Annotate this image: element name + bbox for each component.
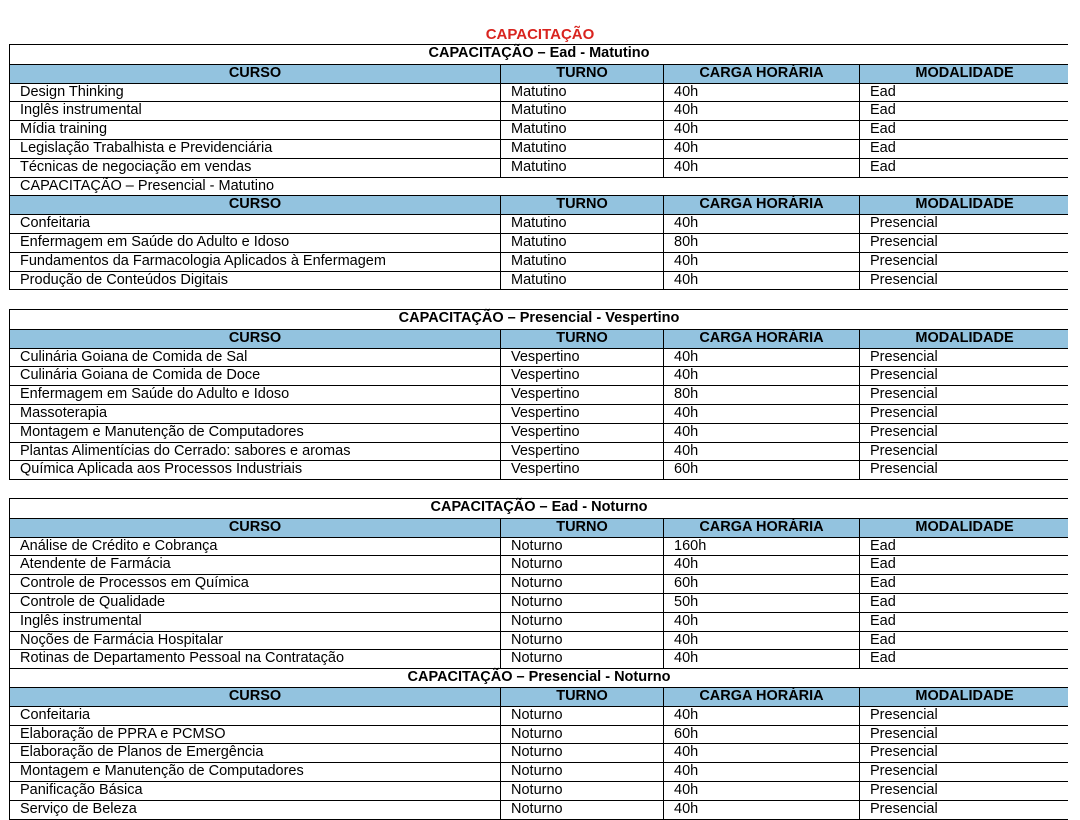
cell-carga: 40h: [663, 121, 859, 139]
cell-modalidade: Presencial: [859, 424, 1069, 442]
cell-modalidade: Ead: [859, 556, 1069, 574]
table-row: [10, 442, 1068, 461]
cell-curso: Técnicas de negociação em vendas: [20, 158, 252, 175]
cell-modalidade: Ead: [859, 632, 1069, 650]
table-title: CAPACITAÇÃO – Presencial - Vespertino: [398, 310, 680, 326]
cell-curso: Controle de Processos em Química: [20, 575, 249, 592]
cell-modalidade: Ead: [859, 650, 1069, 668]
cell-turno: Vespertino: [500, 443, 663, 461]
cell-modalidade: Ead: [859, 538, 1069, 556]
cell-modalidade: Ead: [859, 594, 1069, 612]
header-turno: TURNO: [500, 519, 663, 537]
cell-curso: Culinária Goiana de Comida de Doce: [20, 367, 261, 384]
table-row: [10, 631, 1068, 650]
cell-carga: 40h: [663, 782, 859, 800]
cell-carga: 40h: [663, 102, 859, 120]
table-row: [10, 385, 1068, 404]
cell-turno: Vespertino: [500, 405, 663, 423]
cell-modalidade: Presencial: [859, 234, 1069, 252]
cell-turno: Noturno: [500, 726, 663, 744]
cell-turno: Vespertino: [500, 386, 663, 404]
table-row: [10, 706, 1068, 725]
table-row: [10, 214, 1068, 233]
table-row: [10, 233, 1068, 252]
table-row: [10, 781, 1068, 800]
table-row: [10, 800, 1068, 819]
cell-curso: Enfermagem em Saúde do Adulto e Idoso: [20, 233, 290, 250]
header-curso: CURSO: [228, 518, 282, 535]
cell-curso: Inglês instrumental: [20, 102, 142, 119]
cell-modalidade: Ead: [859, 121, 1069, 139]
table-row: [10, 83, 1068, 102]
table-row: [10, 460, 1068, 479]
table-row: [10, 120, 1068, 139]
cell-turno: Noturno: [500, 575, 663, 593]
header-modalidade: MODALIDADE: [859, 688, 1069, 706]
cell-carga: 40h: [663, 443, 859, 461]
cell-carga: 40h: [663, 763, 859, 781]
cell-carga: 40h: [663, 405, 859, 423]
cell-turno: Noturno: [500, 613, 663, 631]
cell-curso: Análise de Crédito e Cobrança: [20, 537, 218, 554]
header-modalidade: MODALIDADE: [859, 196, 1069, 214]
cell-modalidade: Presencial: [859, 272, 1069, 290]
table-row: [10, 252, 1068, 271]
table-row: [10, 593, 1068, 612]
cell-turno: Matutino: [500, 215, 663, 233]
table-row: [10, 366, 1068, 385]
cell-modalidade: Presencial: [859, 801, 1069, 819]
cell-curso: Controle de Qualidade: [20, 593, 166, 610]
cell-modalidade: Presencial: [859, 386, 1069, 404]
table-row: [10, 348, 1068, 367]
cell-modalidade: Presencial: [859, 367, 1069, 385]
cell-turno: Noturno: [500, 782, 663, 800]
cell-carga: 40h: [663, 650, 859, 668]
cell-modalidade: Presencial: [859, 349, 1069, 367]
cell-turno: Noturno: [500, 556, 663, 574]
cell-curso: Plantas Alimentícias do Cerrado: sabores e aromas: [20, 442, 351, 459]
cell-turno: Matutino: [500, 159, 663, 177]
header-modalidade: MODALIDADE: [859, 65, 1069, 83]
cell-carga: 40h: [663, 159, 859, 177]
cell-modalidade: Presencial: [859, 782, 1069, 800]
cell-modalidade: Presencial: [859, 707, 1069, 725]
cell-modalidade: Presencial: [859, 253, 1069, 271]
cell-turno: Matutino: [500, 253, 663, 271]
cell-modalidade: Ead: [859, 140, 1069, 158]
cell-curso: Inglês instrumental: [20, 612, 142, 629]
header-carga: CARGA HORÁRIA: [663, 519, 859, 537]
cell-carga: 40h: [663, 424, 859, 442]
header-curso: CURSO: [228, 196, 282, 213]
cell-curso: Rotinas de Departamento Pessoal na Contratação: [20, 650, 345, 667]
cell-curso: Montagem e Manutenção de Computadores: [20, 423, 304, 440]
table-row: [10, 725, 1068, 744]
cell-turno: Noturno: [500, 707, 663, 725]
cell-turno: Noturno: [500, 763, 663, 781]
cell-carga: 60h: [663, 461, 859, 479]
cell-curso: Enfermagem em Saúde do Adulto e Idoso: [20, 386, 290, 403]
cell-modalidade: Ead: [859, 102, 1069, 120]
table-row: [10, 612, 1068, 631]
cell-curso: Química Aplicada aos Processos Industriais: [20, 461, 303, 478]
cell-curso: Culinária Goiana de Comida de Sal: [20, 348, 248, 365]
header-turno: TURNO: [500, 330, 663, 348]
cell-modalidade: Ead: [859, 613, 1069, 631]
cell-curso: Serviço de Beleza: [20, 800, 137, 817]
cell-curso: Confeitaria: [20, 215, 91, 232]
cell-carga: 40h: [663, 744, 859, 762]
table-header-row: [10, 518, 1068, 537]
cell-modalidade: Presencial: [859, 744, 1069, 762]
table-row: [10, 404, 1068, 423]
cell-modalidade: Ead: [859, 84, 1069, 102]
cell-modalidade: Presencial: [859, 726, 1069, 744]
table-row: [10, 743, 1068, 762]
cell-turno: Matutino: [500, 272, 663, 290]
cell-carga: 60h: [663, 575, 859, 593]
table-row: [10, 101, 1068, 120]
cell-carga: 80h: [663, 386, 859, 404]
table-title: CAPACITAÇÃO – Ead - Noturno: [430, 499, 648, 515]
table-row: [10, 649, 1068, 668]
table-header-row: [10, 329, 1068, 348]
table-title: CAPACITAÇÃO – Presencial - Noturno: [10, 668, 1068, 687]
cell-curso: Noções de Farmácia Hospitalar: [20, 631, 224, 648]
cell-carga: 40h: [663, 272, 859, 290]
table-title: CAPACITAÇÃO – Ead - Matutino: [428, 45, 650, 61]
cell-turno: Matutino: [500, 84, 663, 102]
header-modalidade: MODALIDADE: [859, 519, 1069, 537]
cell-turno: Matutino: [500, 140, 663, 158]
header-carga: CARGA HORÁRIA: [663, 330, 859, 348]
cell-carga: 40h: [663, 140, 859, 158]
cell-carga: 40h: [663, 367, 859, 385]
cell-carga: 60h: [663, 726, 859, 744]
cell-carga: 40h: [663, 707, 859, 725]
cell-modalidade: Presencial: [859, 215, 1069, 233]
cell-carga: 40h: [663, 215, 859, 233]
cell-carga: 160h: [663, 538, 859, 556]
header-modalidade: MODALIDADE: [859, 330, 1069, 348]
cell-turno: Vespertino: [500, 367, 663, 385]
section-matutino: [9, 44, 1068, 290]
table-title: CAPACITAÇÃO – Presencial - Matutino: [10, 177, 1068, 196]
cell-curso: Produção de Conteúdos Digitais: [20, 271, 228, 288]
cell-curso: Legislação Trabalhista e Previdenciária: [20, 139, 273, 156]
header-turno: TURNO: [500, 65, 663, 83]
cell-carga: 40h: [663, 349, 859, 367]
cell-curso: Elaboração de PPRA e PCMSO: [20, 725, 226, 742]
cell-modalidade: Ead: [859, 159, 1069, 177]
cell-curso: Panificação Básica: [20, 781, 143, 798]
cell-carga: 40h: [663, 84, 859, 102]
table-header-row: [10, 687, 1068, 706]
header-curso: CURSO: [228, 64, 282, 81]
cell-turno: Vespertino: [500, 461, 663, 479]
cell-curso: Design Thinking: [20, 83, 124, 100]
cell-turno: Vespertino: [500, 424, 663, 442]
cell-carga: 40h: [663, 253, 859, 271]
cell-modalidade: Presencial: [859, 443, 1069, 461]
cell-curso: Massoterapia: [20, 404, 108, 421]
table-header-row: [10, 195, 1068, 214]
cell-curso: Confeitaria: [20, 706, 91, 723]
header-carga: CARGA HORÁRIA: [663, 688, 859, 706]
cell-curso: Atendente de Farmácia: [20, 556, 171, 573]
cell-turno: Noturno: [500, 632, 663, 650]
cell-curso: Montagem e Manutenção de Computadores: [20, 763, 304, 780]
header-curso: CURSO: [228, 687, 282, 704]
header-carga: CARGA HORÁRIA: [663, 65, 859, 83]
table-row: [10, 762, 1068, 781]
table-row: [10, 271, 1068, 290]
header-turno: TURNO: [500, 196, 663, 214]
cell-carga: 40h: [663, 801, 859, 819]
cell-modalidade: Presencial: [859, 405, 1069, 423]
cell-turno: Vespertino: [500, 349, 663, 367]
header-carga: CARGA HORÁRIA: [663, 196, 859, 214]
cell-turno: Noturno: [500, 801, 663, 819]
section-vespertino: [9, 309, 1068, 480]
table-row: [10, 574, 1068, 593]
cell-modalidade: Presencial: [859, 461, 1069, 479]
header-curso: CURSO: [228, 329, 282, 346]
header-turno: TURNO: [500, 688, 663, 706]
cell-modalidade: Ead: [859, 575, 1069, 593]
cell-turno: Matutino: [500, 102, 663, 120]
cell-carga: 40h: [663, 613, 859, 631]
section-noturno: [9, 498, 1068, 820]
document-title: CAPACITAÇÃO: [485, 26, 595, 43]
table-header-row: [10, 64, 1068, 83]
cell-carga: 40h: [663, 556, 859, 574]
cell-turno: Matutino: [500, 234, 663, 252]
cell-turno: Noturno: [500, 594, 663, 612]
cell-turno: Noturno: [500, 650, 663, 668]
table-row: [10, 423, 1068, 442]
cell-curso: Mídia training: [20, 121, 108, 138]
table-row: [10, 139, 1068, 158]
cell-turno: Matutino: [500, 121, 663, 139]
cell-curso: Fundamentos da Farmacologia Aplicados à Enfermagem: [20, 252, 386, 269]
cell-carga: 40h: [663, 632, 859, 650]
cell-turno: Noturno: [500, 744, 663, 762]
cell-carga: 80h: [663, 234, 859, 252]
cell-curso: Elaboração de Planos de Emergência: [20, 744, 264, 761]
cell-carga: 50h: [663, 594, 859, 612]
cell-turno: Noturno: [500, 538, 663, 556]
cell-modalidade: Presencial: [859, 763, 1069, 781]
table-row: [10, 158, 1068, 177]
table-row: [10, 537, 1068, 556]
table-row: [10, 555, 1068, 574]
